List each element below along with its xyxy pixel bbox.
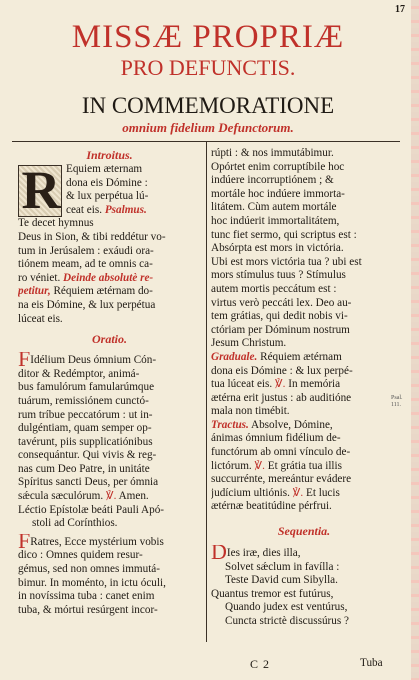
text-line: in novíssima tuba : canet enim [18,590,155,603]
text-line: Quantus tremor est futúrus, [211,587,334,600]
text-span: Absolve, Dómine, [251,418,333,431]
text-line [211,419,397,433]
introitus-heading: Introitus. [86,148,133,162]
text-line: gémus, sed non omnes immutá- [18,563,161,576]
text-line: rum tríbue peccatórum : ut in- [18,408,153,421]
text-span: In memória [288,378,341,391]
text-line [18,534,201,550]
text-span: Réquiem ætérnam do- [53,285,153,298]
text-line: dona eis Dómine : & lux perpé- [211,364,353,377]
sequentia-initial: D [211,545,227,561]
text-line: Léctio Epístolæ beáti Pauli Apó- [18,503,165,516]
text-line: virtus verò peccáti lex. Deo au- [211,296,352,309]
text-line: Spíritus sancti Deus, per ómnia [18,476,159,489]
deinde-label: Deinde absolutè re- [63,271,154,284]
left-column [18,147,201,617]
right-column [211,147,397,629]
text-span: sǽcula sæculórum. [18,490,104,503]
ornamental-initial [18,165,62,217]
text-line [211,378,397,392]
petitur-label: petitur, [18,285,51,298]
text-line: mortále hoc indúere immorta- [211,187,345,200]
text-line: Te decet hymnus [18,217,94,230]
text-line [211,460,397,474]
oratio-initial: F [18,352,31,368]
text-span: Amen. [118,490,149,503]
text-line: tuárum, remissiónem cunctó- [18,394,149,407]
text-line [18,352,201,368]
text-line: na eis Dómine, & lux perpétua [18,298,156,311]
text-line: Equiem æternam [66,163,143,175]
text-line: bus famulórum famularúmque [18,381,155,394]
text-line [18,272,201,286]
text-span: ro véniet. [18,271,61,284]
text-line [211,487,397,501]
text-line: ætérna erit justus : ab auditióne [211,391,352,404]
column-rule [206,142,207,642]
title-omnium-fidelium: omnium fidelium Defunctorum. [122,120,294,135]
text-line: tum in Jerúsalem : exáudi ora- [18,244,154,257]
oratio-block [18,352,201,531]
text-line [18,490,201,504]
text-line: Cuncta strictè discussúrus ? [225,615,349,627]
text-line: Jesum Christum. [211,337,287,350]
text-span: lictórum. [211,459,252,472]
versicle-mark: ℣. [275,378,286,391]
text-line: tem grátias, qui dedit nobis vi- [211,310,348,323]
introitus-block [18,163,201,326]
title-in-commemoratione: IN COMMEMORATIONE [81,93,335,118]
catchword: Tuba [360,657,383,669]
versicle-mark: ℣. [292,486,304,499]
text-line [18,285,201,299]
text-line: Absórpta est mors in victória. [211,242,344,255]
graduale-block [211,351,397,419]
tractus-block [211,419,397,514]
margin-note: Psal. 111. [391,395,403,408]
text-line: functórum ab omni vínculo de- [211,446,351,459]
text-line: succurrénte, mereántur evádere [211,473,352,486]
text-line: tavérunt, piis supplicatiónibus [18,435,153,448]
title-pro-defunctis: PRO DEFUNCTIS. [120,55,296,80]
psalmus-label: Psalmus. [104,203,147,216]
text-line: Teste David cum Sibylla. [225,574,338,587]
text-line: tunc fiet sermo, qui scriptus est : [211,228,357,241]
text-line: dulgéntiam, quam semper op- [18,422,152,435]
sequentia-block [211,545,397,629]
text-line: lúceat eis. [18,312,63,325]
text-line: tiónem meam, ad te omnis ca- [18,258,153,271]
folio-number: 17 [395,4,405,15]
text-span: tua lúceat eis. [211,378,273,391]
text-line: ctóriam per Dóminum nostrum [211,323,350,336]
text-line: stoli ad Corínthios. [32,517,118,530]
response-mark: ℣. [105,490,117,503]
signature-mark: C 2 [250,657,271,671]
text-line: ætérnæ beatitúdine pérfrui. [211,500,332,513]
text-line: litátem. Cùm autem mortále [211,201,337,214]
text-span: Réquiem ætérnam [260,350,342,363]
text-span: Et grátia tua illis [267,459,343,472]
oratio-heading: Oratio. [91,332,127,347]
text-line: indúere incorruptiónem ; & [211,174,334,187]
text-line: dona eis Dómine : [66,176,148,189]
epistle-block [18,534,201,618]
text-line: Opórtet enim corruptíbile hoc [211,160,345,173]
fratres-initial: F [18,533,31,550]
text-span: Ratres, Ecce mystérium vobis [30,535,164,548]
text-line: tuba, & mórtui resúrgent incor- [18,603,158,616]
ornamental-initial-letter: R [21,165,61,217]
tractus-label: Tractus. [211,418,249,431]
text-line: Ubi est mors victória tua ? ubi est [211,255,362,268]
text-line: & lux perpétua lú- [66,190,149,203]
text-line [66,204,201,218]
page-edge [411,0,419,680]
graduale-label: Graduale. [211,350,258,363]
text-line: autem mortis peccátum est : [211,282,337,295]
text-line: ditor & Redémptor, animá- [18,367,140,380]
text-line: mala non timébit. [211,405,290,418]
text-line: Quando judex est ventúrus, [225,601,348,614]
text-line: bimur. In moménto, in ictu óculi, [18,576,166,589]
text-line: Solvet sǽclum in favílla : [225,560,340,573]
text-line: consequántur. Qui vivis & reg- [18,449,157,462]
versicle-mark: ℣. [254,459,265,472]
sequentia-heading: Sequentia. [277,524,331,539]
title-missae-propriae: MISSÆ PROPRIÆ [71,19,345,55]
text-line [211,351,397,365]
text-span: Idélium Deus ómnium Cón- [30,354,157,367]
text-line: ánimas ómnium fidélium de- [211,432,341,445]
text-span: Ies iræ, dies illa, [226,547,301,560]
text-line: hoc indúerit immortalitátem, [211,214,340,227]
text-line: Deus in Sion, & tibi reddétur vo- [18,230,166,243]
text-line [211,545,397,561]
text-line: nas cum Deo Patre, in unitáte [18,462,150,475]
text-line: rúpti : & nos immutábimur. [211,147,334,159]
text-span: judícium ultiónis. [211,486,290,499]
text-line: dico : Omnes quidem resur- [18,549,143,562]
text-span: ceat eis. [66,203,103,216]
text-span: Et lucis [305,486,340,499]
text-line: mors stímulus tuus ? Stímulus [211,269,346,282]
